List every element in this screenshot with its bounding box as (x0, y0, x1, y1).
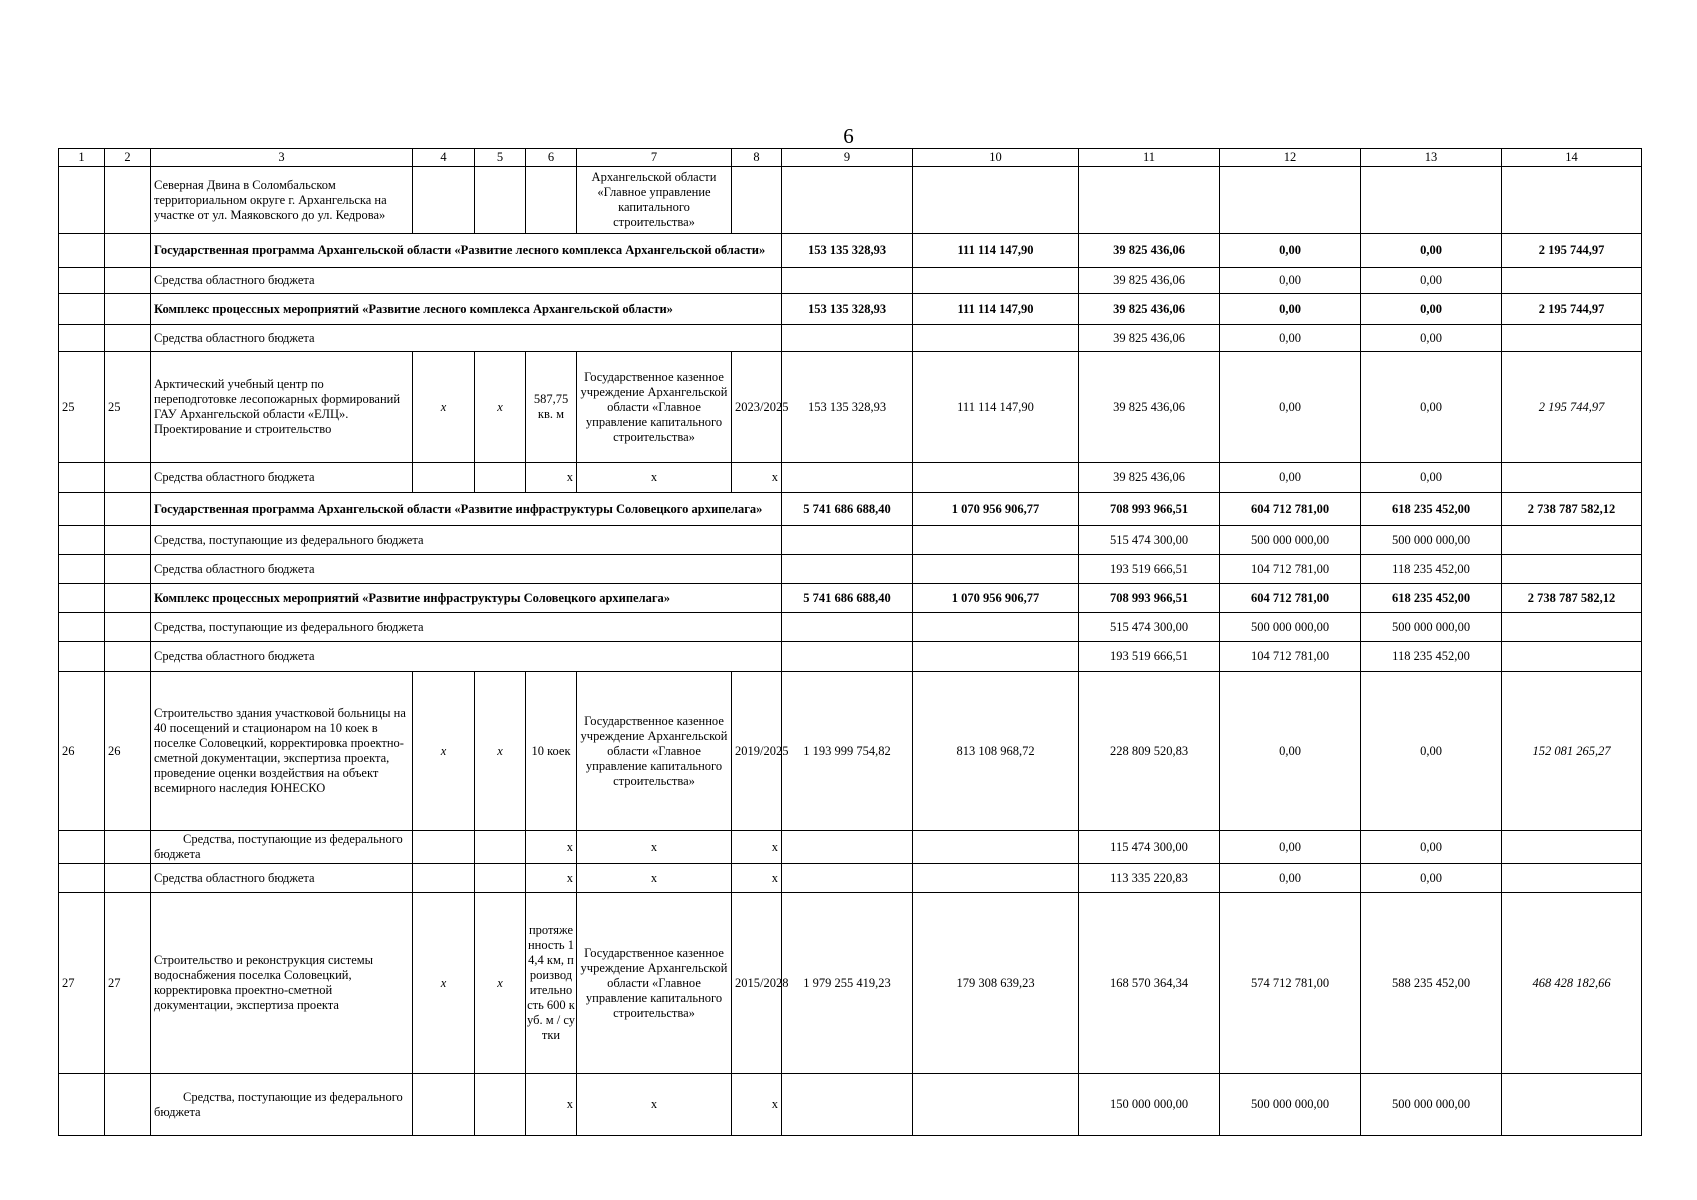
cell-col5 (475, 167, 526, 234)
program-name-cell: Государственная программа Архангельской области «Развитие инфраструктуры Соловецкого архипелага» (151, 493, 782, 526)
complex-name-cell: Комплекс процессных мероприятий «Развитие лесного комплекса Архангельской области» (151, 294, 782, 325)
cell-col1 (59, 526, 105, 555)
year3-cell: 0,00 (1361, 672, 1502, 831)
cell-col14 (1502, 463, 1642, 493)
object-row (59, 672, 1642, 831)
year1-cell: 708 993 966,51 (1079, 584, 1220, 613)
column-header: 10 (913, 149, 1079, 167)
year3-cell: 588 235 452,00 (1361, 893, 1502, 1074)
complex-name-cell: Комплекс процессных мероприятий «Развитие инфраструктуры Соловецкого архипелага» (151, 584, 782, 613)
cell-col10 (913, 831, 1079, 864)
organization-cell: Государственное казенное учреждение Архангельской области «Главное управление капитального строительства» (577, 672, 732, 831)
cell-col5: x (475, 672, 526, 831)
remaining-cell: 2 738 787 582,12 (1502, 493, 1642, 526)
cell-col8: x (732, 1074, 782, 1136)
year3-cell: 0,00 (1361, 463, 1502, 493)
year3-cell: 500 000 000,00 (1361, 1074, 1502, 1136)
year2-cell: 0,00 (1220, 672, 1361, 831)
funding-source-name: Средства, поступающие из федерального бюджета (151, 831, 413, 864)
cell-col2 (105, 493, 151, 526)
cell-col2 (105, 864, 151, 893)
funding-source-row (59, 1074, 1642, 1136)
cell-col7: x (577, 463, 732, 493)
year1-cell: 708 993 966,51 (1079, 493, 1220, 526)
cell-col9 (782, 642, 913, 672)
cell-col1 (59, 584, 105, 613)
funding-source-row (59, 555, 1642, 584)
cell-col9 (782, 167, 913, 234)
column-header: 11 (1079, 149, 1220, 167)
cell-col14 (1502, 831, 1642, 864)
column-header: 2 (105, 149, 151, 167)
funding-source-name: Средства, поступающие из федерального бюджета (151, 1074, 413, 1136)
cell-col4: x (413, 893, 475, 1074)
cell-col14 (1502, 642, 1642, 672)
year2-cell: 104 712 781,00 (1220, 642, 1361, 672)
cell-col10 (913, 864, 1079, 893)
year3-cell: 0,00 (1361, 325, 1502, 352)
year1-cell: 39 825 436,06 (1079, 294, 1220, 325)
funding-source-row (59, 268, 1642, 294)
remaining-cell: 468 428 182,66 (1502, 893, 1642, 1074)
year1-cell: 39 825 436,06 (1079, 268, 1220, 294)
funding-source-row (59, 325, 1642, 352)
organization-cell: Государственное казенное учреждение Архангельской области «Главное управление капитального строительства» (577, 352, 732, 463)
year2-cell: 0,00 (1220, 463, 1361, 493)
total-cost-cell: 1 979 255 419,23 (782, 893, 913, 1074)
cell-col1 (59, 864, 105, 893)
cell-col14 (1502, 1074, 1642, 1136)
cell-col11 (1079, 167, 1220, 234)
program-name-cell: Государственная программа Архангельской области «Развитие лесного комплекса Архангельской области» (151, 234, 782, 268)
cell-col10 (913, 642, 1079, 672)
cell-col14 (1502, 526, 1642, 555)
cell-col2 (105, 613, 151, 642)
total-cost-cell: 153 135 328,93 (782, 294, 913, 325)
cell-col9 (782, 268, 913, 294)
cell-col9 (782, 325, 913, 352)
funding-source-row (59, 526, 1642, 555)
year1-cell: 39 825 436,06 (1079, 234, 1220, 268)
cell-col4 (413, 864, 475, 893)
column-header: 6 (526, 149, 577, 167)
object-name-cell: Строительство и реконструкция системы водоснабжения поселка Соловецкий, корректировка проектно-сметной документации, экспертиза проекта (151, 893, 413, 1074)
cell-col1 (59, 167, 105, 234)
year3-cell: 618 235 452,00 (1361, 493, 1502, 526)
funding-source-name: Средства, поступающие из федерального бюджета (151, 613, 782, 642)
funding-source-row (59, 642, 1642, 672)
year2-cell: 500 000 000,00 (1220, 613, 1361, 642)
complex-row (59, 294, 1642, 325)
year2-cell: 574 712 781,00 (1220, 893, 1361, 1074)
column-header: 8 (732, 149, 782, 167)
cell-col1 (59, 234, 105, 268)
cell-col2 (105, 234, 151, 268)
budget-table (58, 148, 1642, 1136)
funded-before-cell: 179 308 639,23 (913, 893, 1079, 1074)
year1-cell: 168 570 364,34 (1079, 893, 1220, 1074)
column-header: 7 (577, 149, 732, 167)
cell-col2 (105, 584, 151, 613)
cell-col1 (59, 268, 105, 294)
cell-col10 (913, 555, 1079, 584)
column-header: 14 (1502, 149, 1642, 167)
cell-col5 (475, 831, 526, 864)
period-cell: 2023/2025 (732, 352, 782, 463)
year3-cell: 0,00 (1361, 294, 1502, 325)
cell-col5 (475, 463, 526, 493)
year1-cell: 515 474 300,00 (1079, 613, 1220, 642)
cell-col8 (732, 167, 782, 234)
cell-col4 (413, 167, 475, 234)
cell-col7: x (577, 864, 732, 893)
cell-col10 (913, 613, 1079, 642)
funding-source-row (59, 864, 1642, 893)
cell-col8: x (732, 831, 782, 864)
year2-cell: 604 712 781,00 (1220, 584, 1361, 613)
cell-col1 (59, 613, 105, 642)
cell-col4: x (413, 672, 475, 831)
cell-col9 (782, 831, 913, 864)
cell-col2 (105, 526, 151, 555)
row-number-cell: 27 (105, 893, 151, 1074)
year3-cell: 0,00 (1361, 234, 1502, 268)
year3-cell: 118 235 452,00 (1361, 555, 1502, 584)
funded-before-cell: 1 070 956 906,77 (913, 493, 1079, 526)
year2-cell: 500 000 000,00 (1220, 526, 1361, 555)
cell-col2 (105, 325, 151, 352)
cell-col9 (782, 526, 913, 555)
year2-cell: 0,00 (1220, 864, 1361, 893)
year2-cell: 104 712 781,00 (1220, 555, 1361, 584)
cell-col5 (475, 1074, 526, 1136)
table-header-row (59, 149, 1642, 167)
year2-cell: 0,00 (1220, 831, 1361, 864)
row-number-cell: 27 (59, 893, 105, 1074)
year3-cell: 118 235 452,00 (1361, 642, 1502, 672)
cell-col1 (59, 294, 105, 325)
cell-col10 (913, 463, 1079, 493)
cell-col4 (413, 1074, 475, 1136)
column-header: 13 (1361, 149, 1502, 167)
cell-col14 (1502, 325, 1642, 352)
cell-col1 (59, 831, 105, 864)
funded-before-cell: 111 114 147,90 (913, 234, 1079, 268)
funding-source-name: Средства областного бюджета (151, 864, 413, 893)
object-row (59, 352, 1642, 463)
cell-col2 (105, 831, 151, 864)
cell-col9 (782, 864, 913, 893)
capacity-cell: 587,75 кв. м (526, 352, 577, 463)
row-number-cell: 26 (105, 672, 151, 831)
cell-col6: x (526, 463, 577, 493)
year1-cell: 115 474 300,00 (1079, 831, 1220, 864)
year1-cell: 39 825 436,06 (1079, 463, 1220, 493)
remaining-cell: 2 738 787 582,12 (1502, 584, 1642, 613)
year1-cell: 228 809 520,83 (1079, 672, 1220, 831)
cell-col9 (782, 555, 913, 584)
cell-col1 (59, 642, 105, 672)
remaining-cell: 2 195 744,97 (1502, 352, 1642, 463)
cell-col1 (59, 555, 105, 584)
total-cost-cell: 153 135 328,93 (782, 352, 913, 463)
funding-source-name: Средства, поступающие из федерального бюджета (151, 526, 782, 555)
year3-cell: 500 000 000,00 (1361, 613, 1502, 642)
funding-source-name: Средства областного бюджета (151, 642, 782, 672)
row-number-cell: 25 (105, 352, 151, 463)
cell-col12 (1220, 167, 1361, 234)
remaining-cell: 152 081 265,27 (1502, 672, 1642, 831)
cell-col14 (1502, 864, 1642, 893)
cell-col2 (105, 555, 151, 584)
column-header: 1 (59, 149, 105, 167)
cell-col9 (782, 613, 913, 642)
funding-source-name: Средства областного бюджета (151, 555, 782, 584)
year2-cell: 0,00 (1220, 294, 1361, 325)
year3-cell: 0,00 (1361, 831, 1502, 864)
total-cost-cell: 5 741 686 688,40 (782, 584, 913, 613)
cell-col10 (913, 325, 1079, 352)
year1-cell: 39 825 436,06 (1079, 325, 1220, 352)
cell-col2 (105, 642, 151, 672)
cell-col7: x (577, 1074, 732, 1136)
cell-col6: x (526, 831, 577, 864)
cell-col13 (1361, 167, 1502, 234)
period-cell: 2015/2028 (732, 893, 782, 1074)
year2-cell: 0,00 (1220, 352, 1361, 463)
cell-col10 (913, 1074, 1079, 1136)
year3-cell: 0,00 (1361, 352, 1502, 463)
year2-cell: 0,00 (1220, 234, 1361, 268)
program-row (59, 234, 1642, 268)
total-cost-cell: 1 193 999 754,82 (782, 672, 913, 831)
column-header: 4 (413, 149, 475, 167)
funding-source-name: Средства областного бюджета (151, 463, 413, 493)
remaining-cell: 2 195 744,97 (1502, 234, 1642, 268)
capacity-cell: 10 коек (526, 672, 577, 831)
cell-col14 (1502, 167, 1642, 234)
column-header: 9 (782, 149, 913, 167)
year2-cell: 604 712 781,00 (1220, 493, 1361, 526)
cell-col5: x (475, 893, 526, 1074)
column-header: 12 (1220, 149, 1361, 167)
year3-cell: 0,00 (1361, 268, 1502, 294)
column-header: 3 (151, 149, 413, 167)
year3-cell: 500 000 000,00 (1361, 526, 1502, 555)
cell-col4 (413, 831, 475, 864)
cell-col2 (105, 1074, 151, 1136)
organization-cell: Государственное казенное учреждение Архангельской области «Главное управление капитального строительства» (577, 893, 732, 1074)
object-name-cell: Северная Двина в Соломбальском территориальном округе г. Архангельска на участке от ул. Маяковского до ул. Кедрова» (151, 167, 413, 234)
cell-col4: x (413, 352, 475, 463)
cell-col2 (105, 167, 151, 234)
year2-cell: 500 000 000,00 (1220, 1074, 1361, 1136)
remaining-cell: 2 195 744,97 (1502, 294, 1642, 325)
period-cell: 2019/2025 (732, 672, 782, 831)
object-name-cell: Арктический учебный центр по переподготовке лесопожарных формирований ГАУ Архангельской области «ЕЛЦ». Проектирование и строительство (151, 352, 413, 463)
funding-source-name: Средства областного бюджета (151, 268, 782, 294)
cell-col2 (105, 463, 151, 493)
year1-cell: 193 519 666,51 (1079, 642, 1220, 672)
cell-col4 (413, 463, 475, 493)
cell-col14 (1502, 555, 1642, 584)
object-row (59, 893, 1642, 1074)
organization-cell: Архангельской области «Главное управление капитального строительства» (577, 167, 732, 234)
table-row (59, 167, 1642, 234)
year1-cell: 113 335 220,83 (1079, 864, 1220, 893)
cell-col5 (475, 864, 526, 893)
cell-col1 (59, 1074, 105, 1136)
cell-col6: x (526, 1074, 577, 1136)
cell-col10 (913, 167, 1079, 234)
cell-col8: x (732, 463, 782, 493)
cell-col2 (105, 294, 151, 325)
cell-col10 (913, 526, 1079, 555)
capacity-cell: протяженность 14,4 км, производительность 600 куб. м / сутки (526, 893, 577, 1074)
funded-before-cell: 1 070 956 906,77 (913, 584, 1079, 613)
cell-col14 (1502, 268, 1642, 294)
year1-cell: 39 825 436,06 (1079, 352, 1220, 463)
year3-cell: 0,00 (1361, 864, 1502, 893)
cell-col14 (1502, 613, 1642, 642)
row-number-cell: 26 (59, 672, 105, 831)
cell-col9 (782, 463, 913, 493)
cell-col10 (913, 268, 1079, 294)
column-header: 5 (475, 149, 526, 167)
year2-cell: 0,00 (1220, 325, 1361, 352)
cell-col9 (782, 1074, 913, 1136)
funding-source-row (59, 463, 1642, 493)
year1-cell: 515 474 300,00 (1079, 526, 1220, 555)
cell-col7: x (577, 831, 732, 864)
program-row (59, 493, 1642, 526)
funded-before-cell: 111 114 147,90 (913, 352, 1079, 463)
complex-row (59, 584, 1642, 613)
cell-col5: x (475, 352, 526, 463)
year1-cell: 193 519 666,51 (1079, 555, 1220, 584)
cell-col1 (59, 493, 105, 526)
year3-cell: 618 235 452,00 (1361, 584, 1502, 613)
total-cost-cell: 153 135 328,93 (782, 234, 913, 268)
cell-col6: x (526, 864, 577, 893)
total-cost-cell: 5 741 686 688,40 (782, 493, 913, 526)
year1-cell: 150 000 000,00 (1079, 1074, 1220, 1136)
cell-col1 (59, 463, 105, 493)
funding-source-row (59, 613, 1642, 642)
cell-col1 (59, 325, 105, 352)
funding-source-name: Средства областного бюджета (151, 325, 782, 352)
row-number-cell: 25 (59, 352, 105, 463)
object-name-cell: Строительство здания участковой больницы на 40 посещений и стационаром на 10 коек в поселке Соловецкий, корректировка проектно-сметной документации, экспертиза проекта, проведение оценки воздействия на объект всемирного наследия ЮНЕСКО (151, 672, 413, 831)
cell-col6 (526, 167, 577, 234)
cell-col8: x (732, 864, 782, 893)
funding-source-row (59, 831, 1642, 864)
year2-cell: 0,00 (1220, 268, 1361, 294)
page-number: 6 (843, 124, 854, 148)
cell-col2 (105, 268, 151, 294)
funded-before-cell: 813 108 968,72 (913, 672, 1079, 831)
funded-before-cell: 111 114 147,90 (913, 294, 1079, 325)
